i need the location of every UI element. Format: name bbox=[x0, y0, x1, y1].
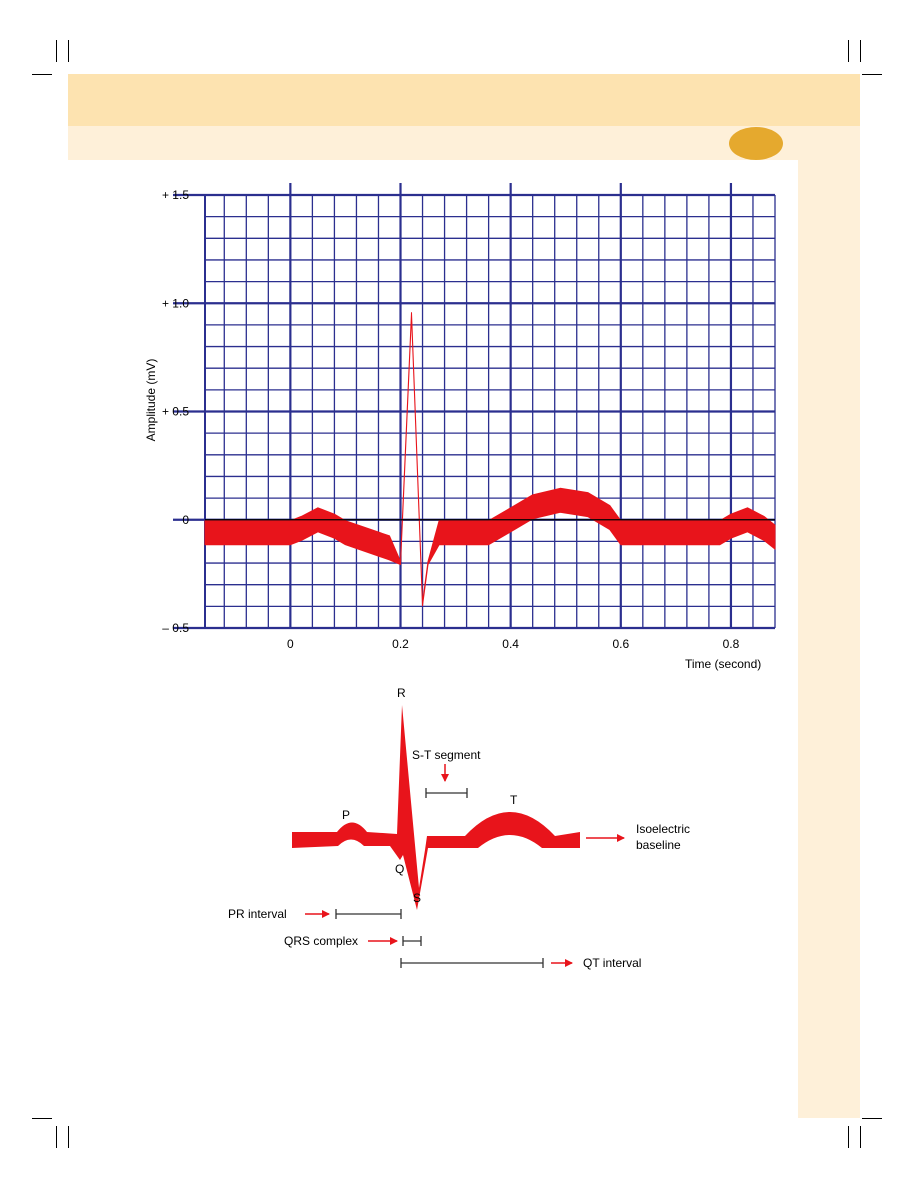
x-axis-label: Time (second) bbox=[685, 657, 762, 671]
ecg-chart bbox=[144, 183, 775, 671]
x-tick-label: 0.2 bbox=[392, 637, 409, 651]
p-wave-label: P bbox=[342, 808, 351, 822]
baseline-label-line2: baseline bbox=[636, 838, 681, 852]
diagram-wave bbox=[292, 705, 580, 910]
y-tick-label: + 1.0 bbox=[161, 296, 189, 311]
x-tick-label: 0.4 bbox=[502, 637, 519, 651]
t-wave-label: T bbox=[510, 793, 518, 807]
y-tick-label: + 0.5 bbox=[161, 404, 189, 419]
y-axis-label: Amplitude (mV) bbox=[144, 358, 158, 442]
y-tick-label: + 1.5 bbox=[161, 188, 189, 202]
qt-interval-label: QT interval bbox=[583, 956, 642, 970]
pr-interval-bracket bbox=[336, 909, 401, 919]
x-tick-labels bbox=[287, 637, 740, 651]
pr-interval-label: PR interval bbox=[228, 907, 287, 921]
x-tick-label: 0.8 bbox=[722, 637, 740, 651]
grid-major bbox=[173, 183, 775, 628]
y-tick-label: 0 bbox=[182, 512, 189, 527]
r-wave-label: R bbox=[397, 686, 406, 700]
st-segment-bracket bbox=[426, 788, 467, 798]
x-tick-label: 0.6 bbox=[612, 637, 630, 651]
baseline-label-line1: Isoelectric bbox=[636, 822, 691, 836]
ecg-diagram bbox=[228, 686, 690, 970]
s-wave-label: S bbox=[413, 891, 422, 905]
q-wave-label: Q bbox=[395, 862, 405, 876]
st-segment-label: S-T segment bbox=[412, 748, 481, 762]
y-tick-labels bbox=[162, 188, 189, 635]
qrs-complex-bracket bbox=[403, 936, 421, 946]
qt-interval-bracket bbox=[401, 958, 543, 968]
y-tick-label: – 0.5 bbox=[162, 621, 189, 635]
x-tick-label: 0 bbox=[287, 637, 294, 651]
qrs-complex-label: QRS complex bbox=[284, 934, 359, 948]
